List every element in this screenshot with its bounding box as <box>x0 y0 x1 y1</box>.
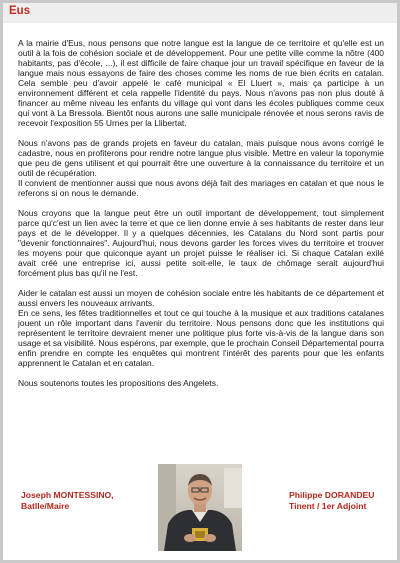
paragraph-development: Nous croyons que la langue peut être un outil important de développement, tout simplement parce qu'c'est un lien avec la terre et que ce lien donne envie à ses habitants de rester dans leur pays et de le développer. Il y a quelques décennies, les Catalans du Nord sont partis pour "devenir fonctionnaires". Aujourd'hui, nous devons garder les forces vives du territoire et trouver les moyens pour que quiconque ayant un projet puisse le réaliser ici. Si chaque Catalan exilé avait créé une entreprise ici, aussi petite soit-elle, le taux de chômage serait aujourd'hui forcément plus bas qu'il ne l'est. <box>18 208 384 278</box>
portrait-image <box>158 464 242 551</box>
signature-name: Philippe DORANDEU <box>289 490 375 500</box>
paragraph-projects: Nous n'avons pas de grands projets en faveur du catalan, mais puisque nous avons corrigé le cadastre, nous en profiterons pour rendre notre langue plus visible. Mettre en valeur la toponymie que peu de gens utilisent et qui pourrait être une ouverture à la connaissance du territoire et un outil de récupération. <box>18 138 384 178</box>
signature-name: Joseph MONTESSINO, <box>21 490 114 500</box>
signature-deputy <box>289 490 374 511</box>
paragraph-support: Nous soutenons toutes les propositions des Angelets. <box>18 378 219 388</box>
signature-mayor <box>21 490 114 511</box>
paragraph-traditions: En ce sens, les fêtes traditionnelles et tout ce qui touche à la musique et aux traditions catalanes jouent un rôle important dans l'avenir du territoire. Nous pensons donc que les institutions qui représentent le territoire devraient mener une politique plus forte vis-à-vis de la langue dans son usage et sa visibilité. Nous espérons, par exemple, que le prochain Conseil Départemental pourra enfin prendre en compte les enquêtes qui montrent l'intérêt des parents pour que les enfants apprennent le Catalan et en catalan. <box>18 308 384 368</box>
signature-role: Batlle/Maire <box>21 500 70 511</box>
paragraph-cohesion: Aider le catalan est aussi un moyen de cohésion sociale entre les habitants de ce département et aussi envers les nouveaux arrivants. <box>18 288 384 308</box>
portrait-photo <box>158 464 242 551</box>
signature-role: Tinent / 1er Adjoint <box>289 500 367 511</box>
article-body <box>18 38 384 398</box>
page-title: Eus <box>9 5 31 17</box>
title-band <box>3 3 397 23</box>
paragraph-intro: A la mairie d'Eus, nous pensons que notre langue est la langue de ce territoire et qu'elle est un outil à la fois de cohésion sociale et de développement. Pour une petite ville comme la nôtre (400 habitants, pas d'école, ...), il est difficile de faire chaque jour un travail spécifique en faveur de la langue mais nous essayons de faire des choses comme les noms de rue bien écrits en catalan. Cela semble peu d'avoir appelé le café municipal « El Lluert », mais ça participe à un environnement différent et cela rappelle l'identité du pays. Nous n'avons pas non plus douté à financer au même niveau les enfants du village qui vont dans les écoles publiques comme ceux qui vont à La Bressola. Bientôt nous aurons une salle municipale rénovée et nous serons ravis de recevoir l'exposition 55 Urnes per la Llibertat. <box>18 38 384 128</box>
paragraph-weddings: Il convient de mentionner aussi que nous avons déjà fait des mariages en catalan et que nous le referons si on nous le demande. <box>18 178 384 198</box>
